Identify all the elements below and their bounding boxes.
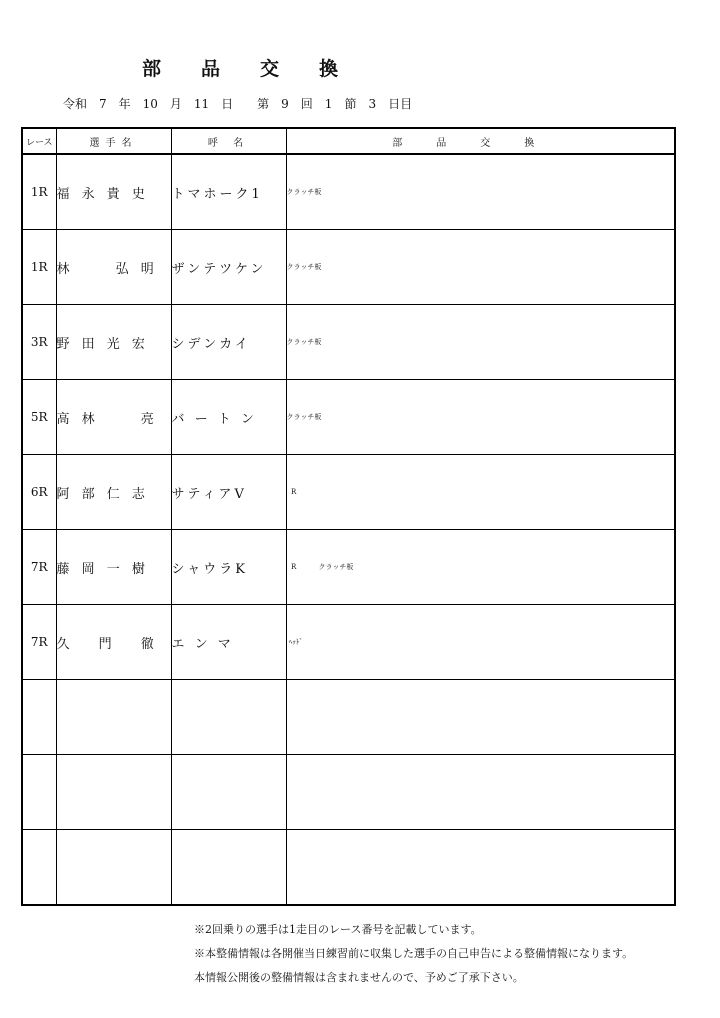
footnotes [194, 918, 633, 990]
nickname-cell: バ ー ト ン [171, 380, 286, 455]
table-row [22, 680, 675, 755]
parts-cell [286, 680, 675, 755]
footnote-line: 本情報公開後の整備情報は含まれませんので、予めご了承下さい。 [194, 971, 524, 984]
race-cell: 3R [22, 305, 56, 380]
parts-cell: クラッチ板 [286, 154, 675, 230]
race-cell: 1R [22, 154, 56, 230]
parts-cell: ﾍｯﾄﾞ [286, 605, 675, 680]
parts-exchange-table [21, 127, 676, 906]
rider-name-cell [56, 680, 171, 755]
header-race: レース [22, 128, 56, 154]
table-row [22, 755, 675, 830]
rider-name-cell: 野 田 光 宏 [56, 305, 171, 380]
rider-name-cell: 久 門 徹 [56, 605, 171, 680]
rider-name-cell: 福 永 貴 史 [56, 154, 171, 230]
parts-cell: R クラッチ板 [286, 530, 675, 605]
rider-name-cell: 林 弘 明 [56, 230, 171, 305]
footnote-line: ※2回乗りの選手は1走目のレース番号を記載しています。 [194, 923, 482, 936]
parts-cell [286, 755, 675, 830]
table-header-row [22, 128, 675, 154]
nickname-cell [171, 680, 286, 755]
race-cell [22, 830, 56, 906]
race-cell: 7R [22, 605, 56, 680]
nickname-cell: シャウラK [171, 530, 286, 605]
nickname-cell: サティアV [171, 455, 286, 530]
rider-name-cell: 高 林 亮 [56, 380, 171, 455]
header-rider-name: 選手名 [56, 128, 171, 154]
rider-name-cell [56, 830, 171, 906]
table-row [22, 830, 675, 906]
table-row [22, 455, 675, 530]
parts-cell: クラッチ板 [286, 230, 675, 305]
footnote-line: ※本整備情報は各開催当日練習前に収集した選手の自己申告による整備情報になります。 [194, 947, 634, 960]
header-parts-exchange: 部品交換 [286, 128, 675, 154]
nickname-cell: シデンカイ [171, 305, 286, 380]
table-row [22, 230, 675, 305]
date-line: 令和 7 年 10 月 11 日 第 9 回 1 節 3 日目 [63, 97, 413, 111]
race-cell [22, 755, 56, 830]
nickname-cell: トマホーク1 [171, 154, 286, 230]
race-cell: 7R [22, 530, 56, 605]
nickname-cell [171, 830, 286, 906]
nickname-cell: ザンテツケン [171, 230, 286, 305]
nickname-cell: エ ン マ [171, 605, 286, 680]
parts-cell: クラッチ板 [286, 380, 675, 455]
race-cell [22, 680, 56, 755]
nickname-cell [171, 755, 286, 830]
rider-name-cell [56, 755, 171, 830]
table-row [22, 154, 675, 230]
rider-name-cell: 藤 岡 一 樹 [56, 530, 171, 605]
parts-cell: クラッチ板 [286, 305, 675, 380]
page-title: 部品交換 [141, 58, 378, 80]
table-row [22, 605, 675, 680]
table-row [22, 530, 675, 605]
header-nickname: 呼 名 [171, 128, 286, 154]
race-cell: 6R [22, 455, 56, 530]
parts-cell [286, 830, 675, 906]
parts-cell: R [286, 455, 675, 530]
table-row [22, 305, 675, 380]
race-cell: 1R [22, 230, 56, 305]
rider-name-cell: 阿 部 仁 志 [56, 455, 171, 530]
race-cell: 5R [22, 380, 56, 455]
table-row [22, 380, 675, 455]
